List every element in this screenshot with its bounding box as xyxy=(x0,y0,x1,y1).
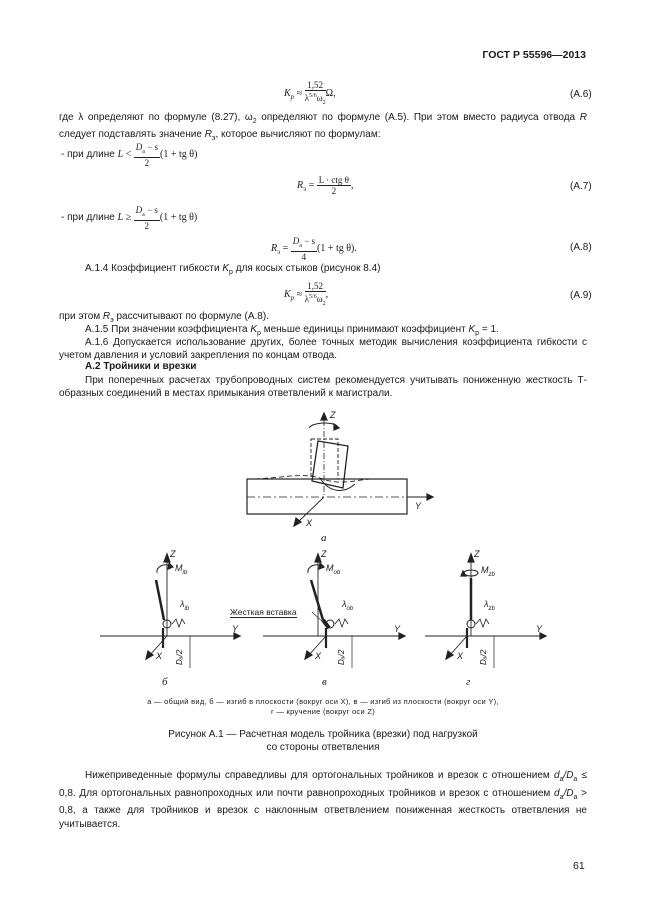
label-m-zb: $M_{zb}$ xyxy=(481,565,495,578)
paragraph-radius-note: где λ определяют по формуле (8.27), $\omega_2$ определяют по формуле (А.5). При этом вместо радиуса отвода R следует подставлять значение $R_э$, которое вычисляют по формулам: xyxy=(59,112,587,142)
page-number: 61 xyxy=(573,860,585,872)
branch-b xyxy=(156,580,164,620)
figure-caption-line1: Рисунок А.1 — Расчетная модель тройника (врезки) под нагрузкой xyxy=(168,729,478,740)
note-after-a9: при этом $R_э$ рассчитывают по формуле (А.8). xyxy=(59,311,269,324)
label-y-a: Y xyxy=(415,501,422,511)
y-axis-a-arrow xyxy=(427,494,433,500)
equation-number-a6: (А.6) xyxy=(570,89,592,100)
label-lambda-zb: $\lambda_{zb}$ xyxy=(484,599,495,612)
moment-ib-arrowhead xyxy=(168,563,173,569)
figure-caption-line2: со стороны ответвления xyxy=(266,742,380,753)
x-axis-a-arrow xyxy=(294,518,301,526)
label-z-v: Z xyxy=(321,549,327,559)
section-title-a2: А.2 Тройники и врезки xyxy=(85,361,197,372)
condition-length-greater: - при длине L ≥ $\frac{D_a - s}{2}$ (1 + tg θ) xyxy=(61,205,198,231)
label-x-b: X xyxy=(156,651,163,661)
label-y-b: Y xyxy=(232,624,239,634)
section-a2-paragraph: При поперечных расчетах трубопроводных систем рекомендуется учитывать пониженную жесткость Т-образных соединений в местах примыкания ответвлений к магистрали. xyxy=(59,375,587,399)
sublabel-v: в xyxy=(322,676,327,688)
equation-a9: $K_p$ ≈ $\frac{1,52}{\lambda^{5/6}\omega_2}$ , xyxy=(284,281,329,307)
label-x-g: X xyxy=(457,651,464,661)
clause-a16: А.1.6 Допускается использование других, более точных методик вычисления коэффициента гибкости с учетом давления и условий закрепления по концам отвода. xyxy=(59,337,587,361)
equation-a7: $R_э$ = $\frac{\text{L · ctg θ}}{2}$ , xyxy=(297,175,354,196)
sublabel-g: г xyxy=(466,676,471,688)
condition-length-less: - при длине L < $\frac{D_a - s}{2}$ (1 + tg θ) xyxy=(61,142,198,168)
label-z-b: Z xyxy=(170,549,176,559)
label-y-g: Y xyxy=(536,624,543,634)
moment-zb-arrowhead xyxy=(461,571,466,576)
label-y-v: Y xyxy=(394,624,401,634)
spring-g xyxy=(476,619,489,627)
label-z-a: Z xyxy=(330,410,336,420)
label-m-ib: $M_{ib}$ xyxy=(175,563,188,576)
branch-v xyxy=(311,580,323,620)
sublabel-b: б xyxy=(162,676,168,688)
equation-a6: $K_p$ ≈ $\frac{1,52}{\lambda^{5/6}\omega_2}$ Ω, xyxy=(284,80,336,106)
figure-legend-line2: г — кручение (вокруг оси Z) xyxy=(270,707,376,716)
label-x-a: X xyxy=(306,518,313,528)
moment-ob-arrowhead xyxy=(319,563,324,569)
final-paragraph: Нижеприведенные формулы справедливы для ортогональных тройников и врезок с отношением $d_a/D_a \le 0,8$. Для ортогональных равнопроходных или почти равнопроходных тройников и врезок с отношением $d_a/D_a > 0,8$, а также для тройников и врезок с наклонным ответвлением пониженная жесткость ответвления не учитывается. xyxy=(59,770,587,830)
equation-number-a8: (А.8) xyxy=(570,242,592,253)
spring-v xyxy=(335,619,348,627)
spring-b xyxy=(172,619,185,627)
label-m-ob: $M_{ob}$ xyxy=(326,563,341,576)
label-lambda-ib: $\lambda_{ib}$ xyxy=(180,599,190,612)
label-da2-b: Dₐ/2 xyxy=(175,649,184,665)
clause-a14: А.1.4 Коэффициент гибкости $K_p$ для косых стыков (рисунок 8.4) xyxy=(85,263,381,276)
equation-number-a7: (А.7) xyxy=(570,181,592,192)
label-x-v: X xyxy=(315,651,322,661)
label-z-g: Z xyxy=(474,549,480,559)
clause-a15: А.1.5 При значении коэффициента $K_p$ меньше единицы принимают коэффициент $K_p = 1$. xyxy=(85,324,499,337)
label-rigid-insert: Жесткая вставка xyxy=(230,607,297,617)
equation-a8: $R_э$ = $\frac{D_a - s}{4}$ (1 + tg θ). xyxy=(271,236,357,262)
label-da2-v: Dₐ/2 xyxy=(337,649,346,665)
label-da2-g: Dₐ/2 xyxy=(479,649,488,665)
standard-header: ГОСТ Р 55596—2013 xyxy=(482,49,586,61)
z-axis-a-arrow xyxy=(321,413,327,420)
figure-legend-line1: а — общий вид, б — изгиб в плоскости (вокруг оси X), в — изгиб из плоскости (вокруг оси Y), xyxy=(147,697,499,706)
equation-number-a9: (А.9) xyxy=(570,290,592,301)
sublabel-a: а xyxy=(321,532,327,544)
label-lambda-ob: $\lambda_{ob}$ xyxy=(342,599,354,612)
